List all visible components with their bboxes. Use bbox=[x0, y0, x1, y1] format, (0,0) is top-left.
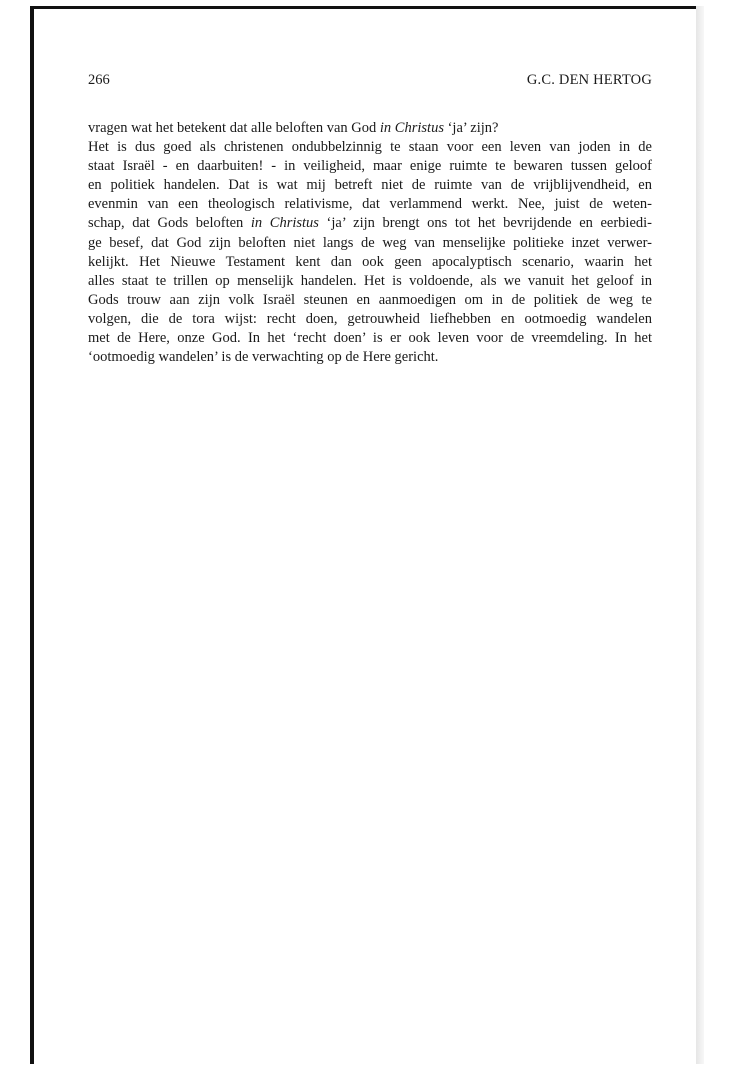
text-line bbox=[88, 272, 652, 291]
text-segment: vragen wat het betekent dat alle beloften van God bbox=[88, 120, 380, 136]
text-segment: alles staat te trillen op menselijk handelen. Het is voldoende, als we vanuit het geloof in bbox=[88, 272, 652, 289]
text-line bbox=[88, 119, 652, 138]
text-line bbox=[88, 329, 652, 348]
running-head: G.C. DEN HERTOG bbox=[526, 72, 652, 88]
text-segment: ‘ja’ zijn? bbox=[443, 120, 499, 136]
page-header bbox=[88, 72, 652, 94]
text-line bbox=[88, 291, 652, 310]
text-segment: ‘ja’ zijn brengt ons tot het bevrijdende en eerbiedi- bbox=[318, 215, 652, 232]
text-segment: kelijkt. Het Nieuwe Testament kent dan ook geen apocalyptisch scenario, waarin het bbox=[88, 253, 652, 270]
text-line bbox=[88, 310, 652, 329]
text-segment: Gods trouw aan zijn volk Israël steunen en aanmoedigen om in de politiek de weg te bbox=[88, 291, 652, 308]
text-segment: volgen, die de tora wijst: recht doen, getrouwheid liefhebben en ootmoedig wandelen bbox=[88, 310, 652, 327]
italic-phrase: in Christus bbox=[250, 215, 319, 232]
text-line bbox=[88, 176, 652, 195]
italic-phrase: in Christus bbox=[379, 120, 444, 136]
text-line bbox=[88, 253, 652, 272]
text-line bbox=[88, 348, 652, 367]
page-edge-shadow bbox=[696, 6, 704, 1064]
body-text bbox=[88, 119, 652, 367]
text-segment: Het is dus goed als christenen ondubbelzinnig te staan voor een leven van joden in de bbox=[88, 139, 652, 156]
text-line bbox=[88, 234, 652, 253]
text-segment: met de Here, onze God. In het ‘recht doen’ is er ook leven voor de vreemdeling. In het bbox=[88, 330, 652, 347]
text-line bbox=[88, 214, 652, 233]
text-segment: ‘ootmoedig wandelen’ is de verwachting op de Here gericht. bbox=[88, 349, 439, 366]
text-line bbox=[88, 138, 652, 157]
text-segment: staat Israël - en daarbuiten! - in veiligheid, maar enige ruimte te bewaren tussen geloof bbox=[88, 158, 652, 175]
text-line bbox=[88, 157, 652, 176]
text-segment: en politiek handelen. Dat is wat mij betreft niet de ruimte van de vrijblijvendheid, en bbox=[88, 177, 652, 194]
text-line bbox=[88, 195, 652, 214]
text-segment: schap, dat Gods beloften bbox=[88, 215, 251, 232]
page-number: 266 bbox=[88, 72, 110, 88]
text-segment: evenmin van een theologisch relativisme, dat verlammend werkt. Nee, juist de weten- bbox=[88, 196, 652, 213]
text-segment: ge besef, dat God zijn beloften niet langs de weg van menselijke politieke inzet verwer- bbox=[88, 234, 652, 251]
